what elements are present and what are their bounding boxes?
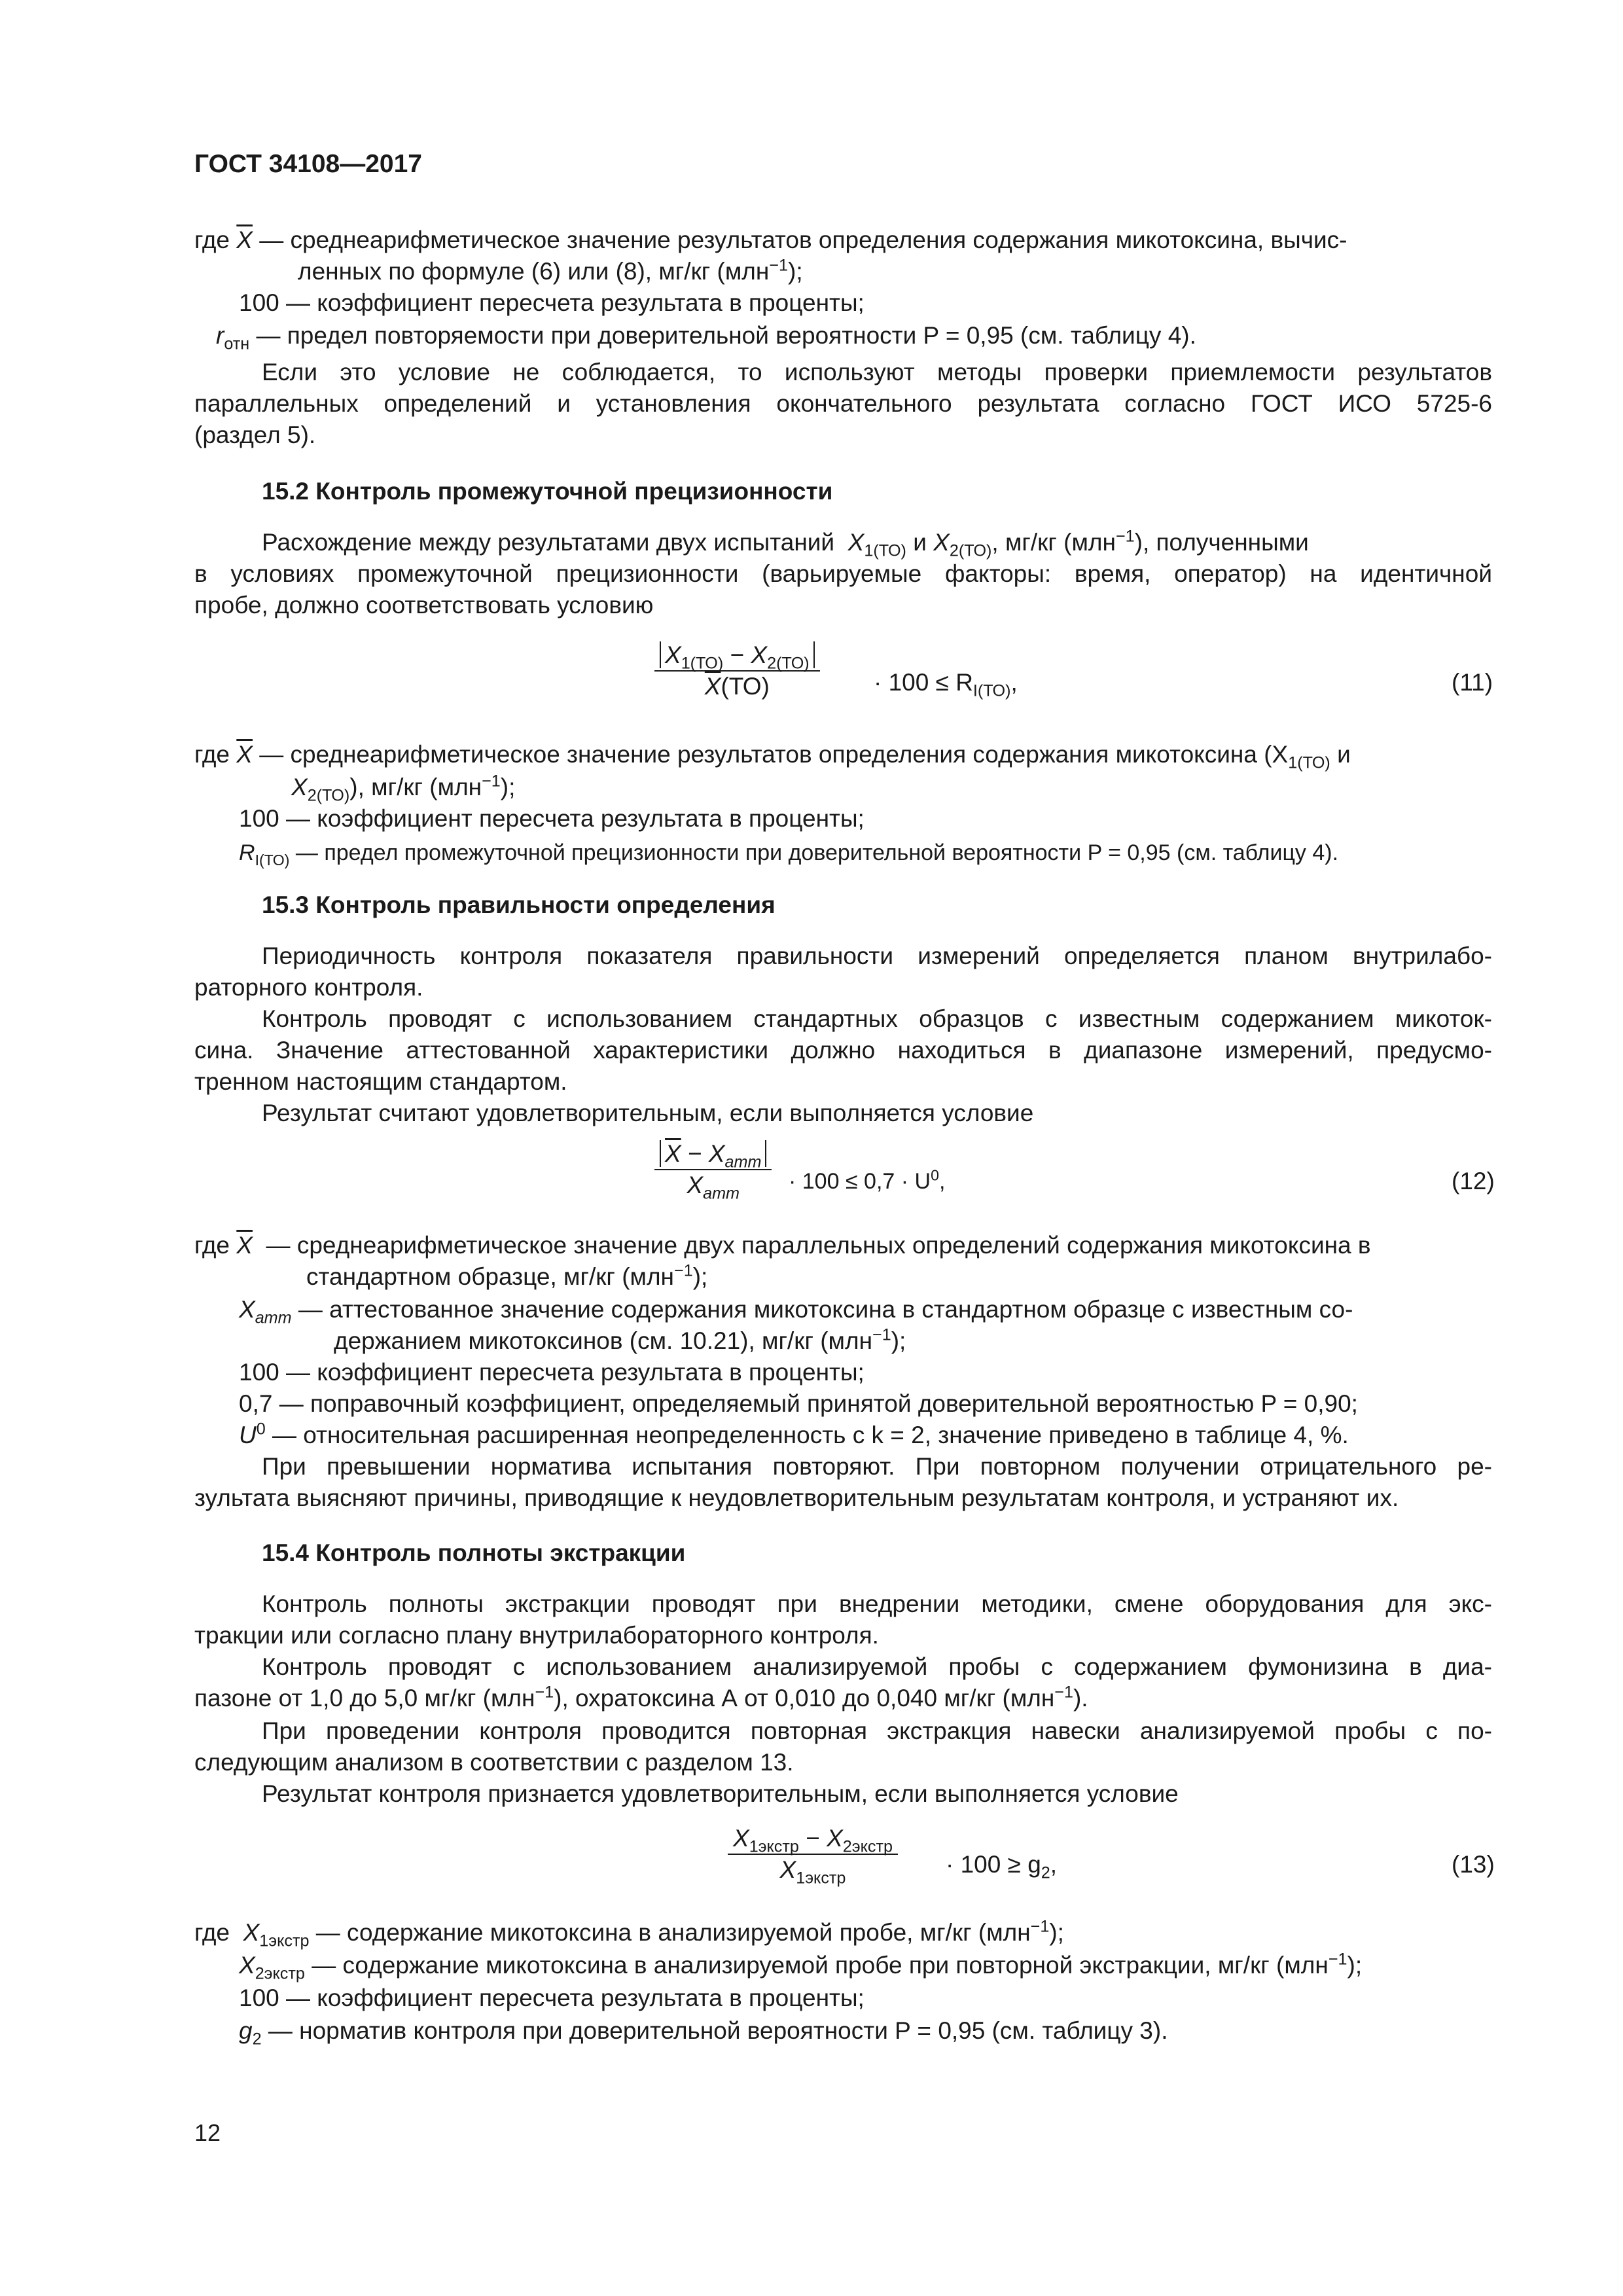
coefficient-100: 100 — коэффициент пересчета результата в проценты; — [239, 805, 865, 832]
formula-11-rhs: · $100 \le R_{I(ТО)}$, — [874, 669, 1018, 700]
formula-11-fraction: $X_{1(ТО)} - X_{2(ТО)}$ $\overline{X}(ТО)$ — [654, 640, 820, 702]
u0-definition: $U^0$ — относительная расширенная неопределенность с k = 2, значение приведено в таблице 4, %. — [239, 1420, 1349, 1448]
equation-number-13: (13) — [1452, 1851, 1495, 1878]
document-header: ГОСТ 34108—2017 — [194, 150, 422, 178]
paragraph-line: тракции или согласно плану внутрилабораторного контроля. — [194, 1622, 879, 1649]
coefficient-100: 100 — коэффициент пересчета результата в проценты; — [239, 1359, 865, 1386]
coefficient-100: 100 — коэффициент пересчета результата в проценты; — [239, 1984, 865, 2011]
paragraph-line: При превышении норматива испытания повторяют. При повторном получении отрицательного ре- — [262, 1453, 1492, 1480]
x2-extr-definition: $X_{2экстр}$ — содержание микотоксина в анализируемой пробе при повторной экстракции, мг/кг (млн$^{-1}$); — [239, 1950, 1363, 1983]
paragraph-line: Результат контроля признается удовлетворительным, если выполняется условие — [262, 1780, 1179, 1807]
g2-definition: $g_2$ — норматив контроля при доверительной вероятности P = 0,95 (см. таблицу 3). — [239, 2017, 1168, 2049]
paragraph-line: Результат считают удовлетворительным, если выполняется условие — [262, 1100, 1034, 1126]
where-line: где $\overline{X}$ — среднеарифметическое значение результатов определения содержания микотоксина, вычис- — [194, 226, 1347, 253]
paragraph-line: Периодичность контроля показателя правильности измерений определяется планом внутрилабо- — [262, 942, 1492, 969]
definition-continuation: ленных по формуле (6) или (8), мг/кг (млн$^{-1}$); — [298, 256, 803, 285]
definition-continuation: $X_{2(ТО)}$), мг/кг (млн$^{-1}$); — [291, 772, 516, 805]
definition-continuation: держанием микотоксинов (см. 10.21), мг/кг (млн$^{-1}$); — [334, 1325, 906, 1354]
formula-13-fraction: $X_{1экстр} - X_{2экстр}$ $X_{1экстр}$ — [728, 1823, 898, 1885]
definition-continuation: стандартном образце, мг/кг (млн$^{-1}$); — [306, 1261, 708, 1290]
equation-number-12: (12) — [1452, 1168, 1495, 1194]
equation-number-11: (11) — [1452, 669, 1493, 696]
paragraph-line: следующим анализом в соответствии с разделом 13. — [194, 1749, 794, 1776]
paragraph-line: Расхождение между результатами двух испытаний $X_{1(ТО)}$ и $X_{2(ТО)}$, мг/кг (млн$^{-1}$), полученными — [262, 527, 1309, 560]
section-heading-15-4: 15.4 Контроль полноты экстракции — [262, 1539, 686, 1566]
paragraph-line: сина. Значение аттестованной характеристики должно находиться в диапазоне измерений, предусмо- — [194, 1037, 1492, 1064]
paragraph-line: Если это условие не соблюдается, то используют методы проверки приемлемости результатов — [262, 359, 1492, 386]
coefficient-07: 0,7 — поправочный коэффициент, определяемый принятой доверительной вероятностью P = 0,90; — [239, 1390, 1358, 1417]
formula-12-fraction: $\overline{X} - X_{amm}$ $X_{amm}$ — [654, 1139, 772, 1200]
paragraph-line: зультата выясняют причины, приводящие к неудовлетворительным результатам контроля, и устраняют их. — [194, 1484, 1399, 1511]
r-definition: $r_{отн}$ — предел повторяемости при доверительной вероятности P = 0,95 (см. таблицу 4). — [216, 322, 1196, 353]
paragraph-line: (раздел 5). — [194, 422, 316, 448]
coefficient-100: 100 — коэффициент пересчета результата в проценты; — [239, 289, 865, 316]
paragraph-line: пазоне от 1,0 до 5,0 мг/кг (млн$^{-1}$), охратоксина А от 0,010 до 0,040 мг/кг (млн$^{-1}$). — [194, 1683, 1088, 1712]
where-line: где $\overline{X}$ — среднеарифметическое значение двух параллельных определений содержания микотоксина в — [194, 1232, 1371, 1259]
section-heading-15-2: 15.2 Контроль промежуточной прецизионности — [262, 478, 833, 505]
formula-12-rhs: · $100 \le 0,7 \cdot U^0$, — [789, 1166, 946, 1194]
paragraph-line: параллельных определений и установления окончательного результата согласно ГОСТ ИСО 5725-6 — [194, 390, 1492, 417]
x-amm-definition: $X_{amm}$ — аттестованное значение содержания микотоксина в стандартном образце с известным со- — [239, 1296, 1353, 1327]
paragraph-line: При проведении контроля проводится повторная экстракция навески анализируемой пробы с по- — [262, 1717, 1492, 1744]
r-intermediate-definition: $R_{I(ТО)}$ — предел промежуточной прецизионности при доверительной вероятности P = 0,95 (см. таблицу 4). — [239, 840, 1339, 869]
paragraph-line: пробе, должно соответствовать условию — [194, 592, 654, 619]
section-heading-15-3: 15.3 Контроль правильности определения — [262, 891, 776, 918]
paragraph-line: Контроль полноты экстракции проводят при внедрении методики, смене оборудования для экс- — [262, 1590, 1492, 1617]
paragraph-line: раторного контроля. — [194, 974, 423, 1001]
paragraph-line: Контроль проводят с использованием стандартных образцов с известным содержанием микоток- — [262, 1005, 1492, 1032]
paragraph-line: Контроль проводят с использованием анализируемой пробы с содержанием фумонизина в диа- — [262, 1653, 1492, 1680]
paragraph-line: в условиях промежуточной прецизионности (варьируемые факторы: время, оператор) на идентичной — [194, 560, 1492, 587]
paragraph-line: тренном настоящим стандартом. — [194, 1068, 567, 1095]
page-number: 12 — [194, 2119, 221, 2146]
formula-13-rhs: · $100 \ge g_2$, — [946, 1851, 1058, 1882]
where-line: где $\overline{X}$ — среднеарифметическое значение результатов определения содержания микотоксина ($X_{1(ТО)}$ и — [194, 741, 1351, 772]
where-line: где $X_{1экстр}$ — содержание микотоксина в анализируемой пробе, мг/кг (млн$^{-1}$); — [194, 1917, 1064, 1950]
